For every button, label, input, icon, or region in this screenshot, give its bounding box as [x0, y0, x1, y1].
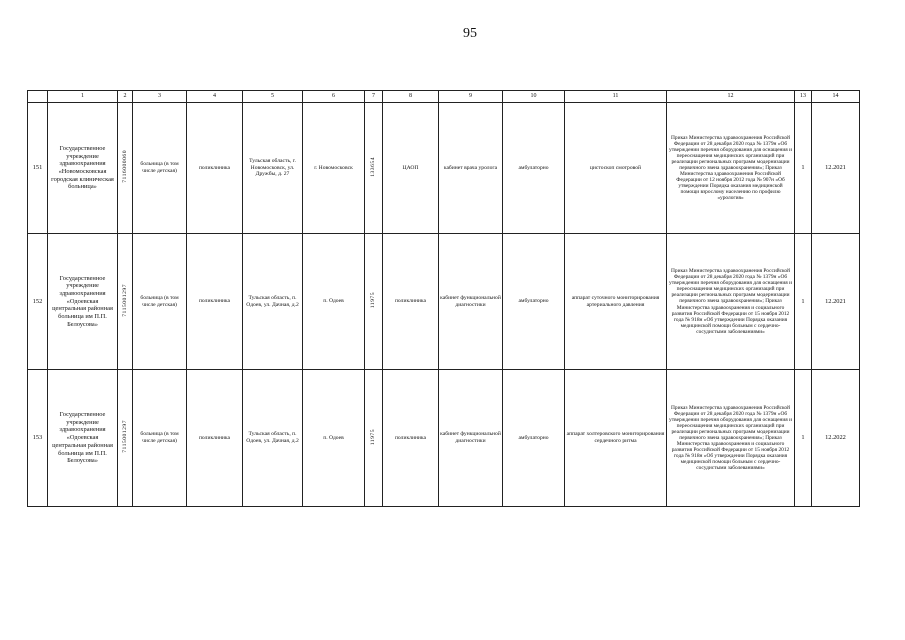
division: поликлиника [187, 103, 243, 234]
institution-name: Государственное учреждение здравоохранения «Одоевская центральная районная больница им П.П. Белоусова» [48, 234, 118, 370]
division: поликлиника [187, 370, 243, 507]
header-cell: 3 [133, 91, 187, 103]
institution-name: Государственное учреждение здравоохранения «Новомосковская городская клиническая больница» [48, 103, 118, 234]
population-text: 11975 [370, 292, 377, 309]
legal-basis: Приказ Министерства здравоохранения Российской Федерации от 28 декабря 2020 года № 1379н «Об утверждении перечня оборудования для оснащения и переоснащения медицинских организаций при реализации региональных программ модернизации первичного звена здравоохранения»; Приказ Министерства здравоохранения и социального развития Российской Федерации от 15 ноября 2012 года № 918н «Об утверждении Порядка оказания медицинской помощи больным с сердечно-сосудистыми заболеваниями» [667, 234, 795, 370]
date: 12.2021 [812, 103, 860, 234]
population [365, 234, 383, 370]
header-row [28, 91, 860, 103]
conditions: амбулаторно [503, 234, 565, 370]
institution-name: Государственное учреждение здравоохранения «Одоевская центральная районная больница им П.П. Белоусова» [48, 370, 118, 507]
header-cell: 12 [667, 91, 795, 103]
header-cell: 4 [187, 91, 243, 103]
equipment-table [27, 90, 860, 507]
conditions: амбулаторно [503, 103, 565, 234]
locality: п. Одоев [303, 370, 365, 507]
table-row [28, 103, 860, 234]
header-cell: 6 [303, 91, 365, 103]
date: 12.2021 [812, 234, 860, 370]
cabinet: кабинет врача уролога [439, 103, 503, 234]
locality: г. Новомосковск [303, 103, 365, 234]
header-cell: 8 [383, 91, 439, 103]
header-cell: 11 [565, 91, 667, 103]
header-cell: 2 [118, 91, 133, 103]
cabinet: кабинет функциональной диагностики [439, 234, 503, 370]
address: Тульская область, п. Одоев, ул. Дачная, д.2 [243, 234, 303, 370]
row-number: 153 [28, 370, 48, 507]
institution-code [118, 234, 133, 370]
unit: поликлиника [383, 234, 439, 370]
equipment: цистоскоп смотровой [565, 103, 667, 234]
header-cell-blank [28, 91, 48, 103]
quantity: 1 [795, 103, 812, 234]
population-text: 133654 [370, 156, 377, 177]
institution-code-text: 7115001297 [121, 283, 128, 317]
quantity: 1 [795, 234, 812, 370]
institution-code [118, 370, 133, 507]
unit: поликлиника [383, 370, 439, 507]
population-text: 11975 [370, 428, 377, 445]
institution-code [118, 103, 133, 234]
institution-type: больница (в том числе детская) [133, 103, 187, 234]
equipment: аппарат суточного мониторирования артериального давления [565, 234, 667, 370]
population [365, 370, 383, 507]
date: 12.2022 [812, 370, 860, 507]
legal-basis: Приказ Министерства здравоохранения Российской Федерации от 28 декабря 2020 года № 1379н «Об утверждении перечня оборудования для оснащения и переоснащения медицинских организаций при реализации региональных программ модернизации первичного звена здравоохранения»; Приказ Министерства здравоохранения и социального развития Российской Федерации от 15 ноября 2012 года № 918н «Об утверждении Порядка оказания медицинской помощи больным с сердечно-сосудистыми заболеваниями» [667, 370, 795, 507]
header-cell: 1 [48, 91, 118, 103]
equipment: аппарат холтеровского мониторирования сердечного ритма [565, 370, 667, 507]
division: поликлиника [187, 234, 243, 370]
table-row [28, 234, 860, 370]
page-number: 95 [463, 26, 477, 41]
cabinet: кабинет функциональной диагностики [439, 370, 503, 507]
address: Тульская область, г. Новомосковск, ул. Дружбы, д. 27 [243, 103, 303, 234]
header-cell: 10 [503, 91, 565, 103]
unit: ЦАОП [383, 103, 439, 234]
row-number: 151 [28, 103, 48, 234]
legal-basis: Приказ Министерства здравоохранения Российской Федерации от 28 декабря 2020 года № 1379н «Об утверждении перечня оборудования для оснащения и переоснащения медицинских организаций при реализации региональных программ модернизации первичного звена здравоохранения»; Приказ Министерства здравоохранения Российской Федерации от 12 ноября 2012 года № 907н «Об утверждении Порядка оказания медицинской помощи взрослому населению по профилю «урология» [667, 103, 795, 234]
row-number: 152 [28, 234, 48, 370]
header-cell: 5 [243, 91, 303, 103]
institution-code-text: 7116000060 [121, 150, 128, 184]
institution-type: больница (в том числе детская) [133, 370, 187, 507]
population [365, 103, 383, 234]
header-cell: 9 [439, 91, 503, 103]
locality: п. Одоев [303, 234, 365, 370]
conditions: амбулаторно [503, 370, 565, 507]
header-cell: 14 [812, 91, 860, 103]
address: Тульская область, п. Одоев, ул. Дачная, д.2 [243, 370, 303, 507]
table-row [28, 370, 860, 507]
institution-type: больница (в том числе детская) [133, 234, 187, 370]
institution-code-text: 7115001297 [121, 420, 128, 454]
quantity: 1 [795, 370, 812, 507]
header-cell: 13 [795, 91, 812, 103]
header-cell: 7 [365, 91, 383, 103]
